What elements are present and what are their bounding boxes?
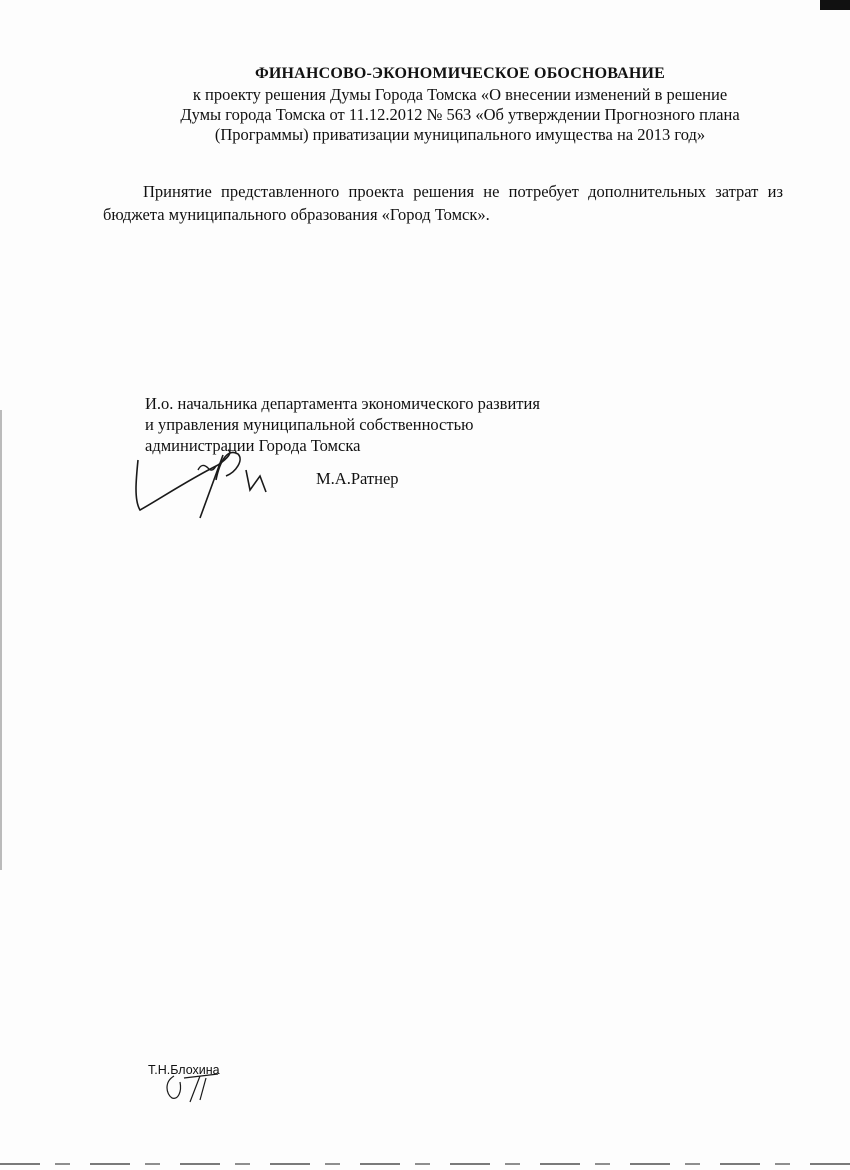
document-title: ФИНАНСОВО-ЭКОНОМИЧЕСКОЕ ОБОСНОВАНИЕ (254, 65, 666, 82)
position-line: и управления муниципальной собственностью (145, 415, 474, 434)
scan-artifact (0, 410, 2, 870)
header-block (150, 64, 770, 145)
scan-artifact (0, 1163, 850, 1165)
signatory-name: М.А.Ратнер (316, 469, 399, 488)
subtitle-line: к проекту решения Думы Города Томска «О внесении изменений в решение (192, 85, 728, 104)
handwritten-signature (128, 440, 288, 520)
position-line: администрации Города Томска (145, 436, 361, 455)
subtitle-line: (Программы) приватизации муниципального имущества на 2013 год» (214, 125, 706, 144)
position-line: И.о. начальника департамента экономического развития (145, 394, 540, 413)
subtitle-line: Думы города Томска от 11.12.2012 № 563 «Об утверждении Прогнозного плана (180, 105, 740, 124)
executor-initials (160, 1068, 220, 1104)
executor-name: Т.Н.Блохина (148, 1063, 220, 1077)
body-paragraph: Принятие представленного проекта решения не потребует дополнительных затрат из бюджета муниципального образования «Город Томск». (103, 182, 783, 224)
scan-artifact (820, 0, 850, 10)
